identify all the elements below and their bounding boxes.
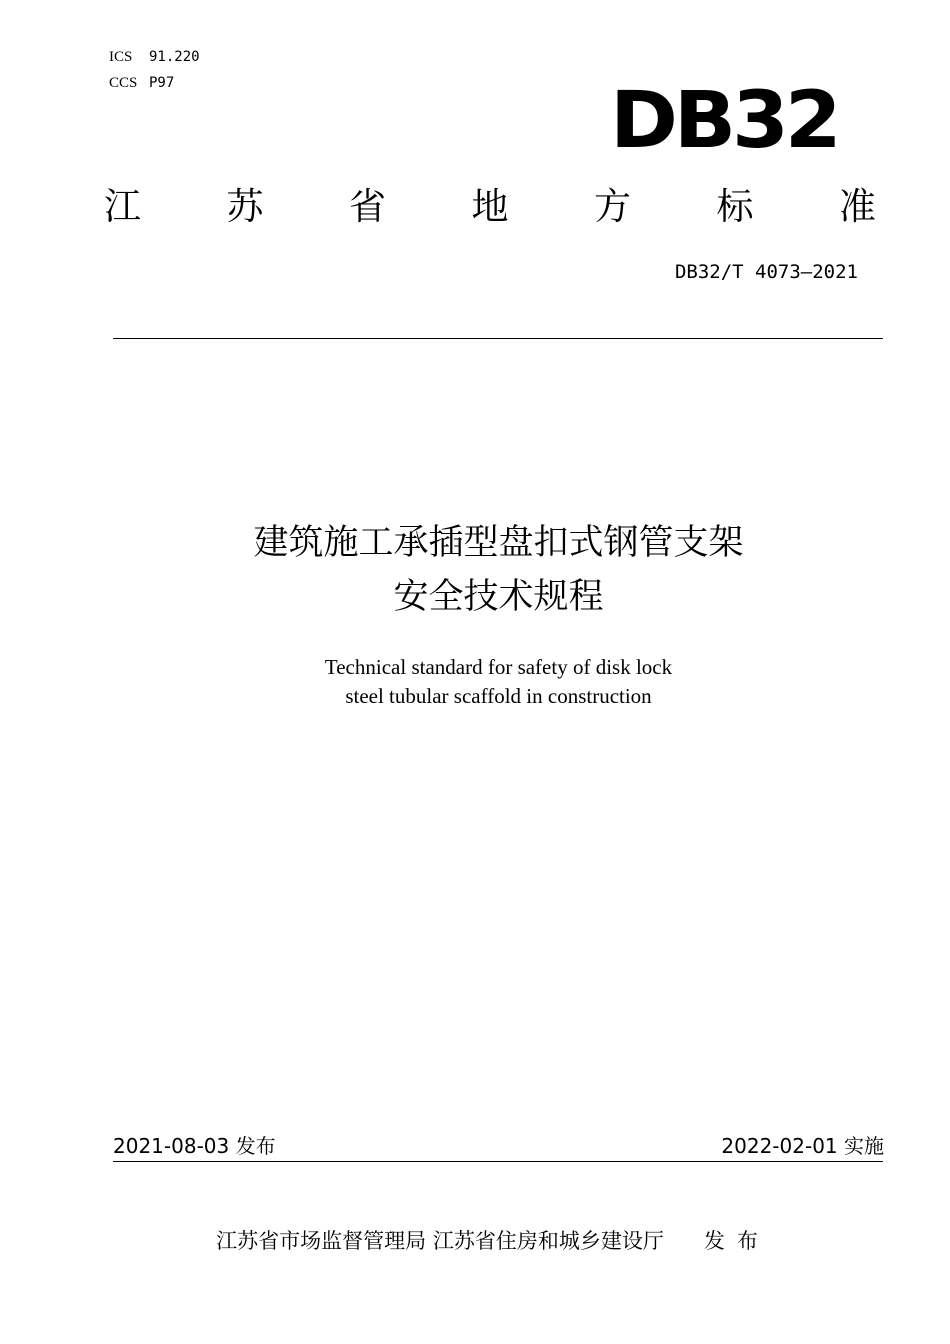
- ics-row: [109, 44, 200, 70]
- classification-codes: [109, 44, 200, 96]
- english-title-line-1: Technical standard for safety of disk lock: [324, 655, 673, 679]
- standard-type-char: 省: [349, 185, 386, 228]
- issuer-names: 江苏省市场监督管理局 江苏省住房和城乡建设厅: [216, 1229, 664, 1253]
- standard-type-char: 方: [594, 185, 631, 228]
- ics-value: 91.220: [149, 49, 200, 65]
- standard-type-char: 江: [104, 185, 141, 228]
- standard-type-char: 标: [716, 185, 754, 228]
- chinese-title-line-1: 建筑施工承插型盘扣式钢管支架: [253, 523, 744, 563]
- issuer-action: 发布: [703, 1229, 770, 1253]
- issuing-authorities: [0, 1225, 950, 1257]
- ccs-value: P97: [149, 75, 175, 91]
- ccs-row: [109, 70, 200, 96]
- footer-divider: [113, 1161, 883, 1162]
- ccs-label: CCS: [109, 75, 138, 91]
- english-title-line-2: steel tubular scaffold in construction: [345, 684, 652, 708]
- db32-logo: DB32: [610, 76, 838, 166]
- ics-label: ICS: [109, 49, 133, 65]
- standard-type-char: 准: [839, 185, 876, 228]
- standard-number: DB32/T 4073—2021: [674, 261, 858, 283]
- standard-type-heading: [104, 182, 876, 232]
- header-divider: [113, 338, 883, 339]
- implementation-date: 2022-02-01 实施: [721, 1134, 884, 1158]
- standard-type-char: 苏: [226, 185, 264, 228]
- standard-type-char: 地: [471, 185, 509, 228]
- issue-date: 2021-08-03 发布: [113, 1134, 276, 1158]
- chinese-title-line-2: 安全技术规程: [393, 577, 604, 617]
